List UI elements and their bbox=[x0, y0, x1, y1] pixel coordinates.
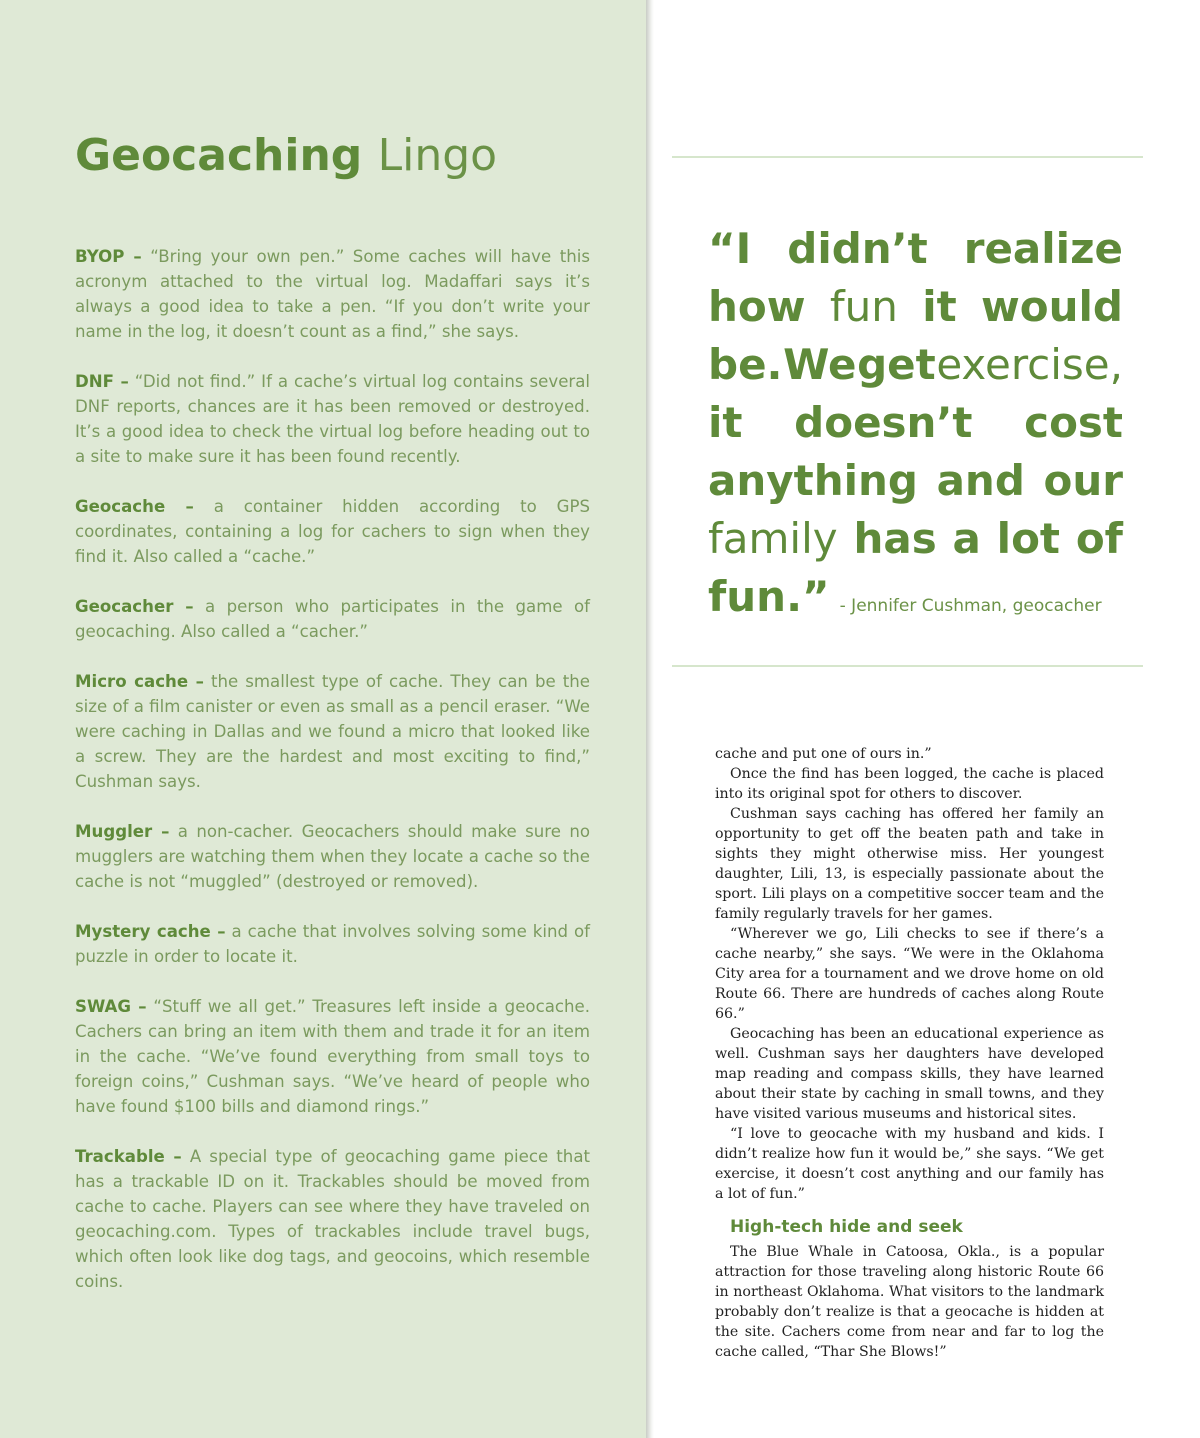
glossary-entry bbox=[75, 819, 590, 894]
quote-line bbox=[708, 452, 1123, 510]
quote-word: a bbox=[952, 514, 981, 563]
title-bold: Geocaching bbox=[75, 130, 363, 181]
glossary-definition: “Did not find.” If a cache’s virtual log contains several DNF reports, chances are it has been removed or destroyed. It’s a good idea to check the virtual log before heading out to a site to make sure it has been found recently. bbox=[75, 372, 590, 466]
quote-word: has bbox=[853, 514, 937, 563]
glossary-entry bbox=[75, 594, 590, 644]
quote-line bbox=[708, 568, 1123, 626]
quote-word: exercise, bbox=[936, 340, 1123, 389]
glossary-definition: “Bring your own pen.” Some caches will have this acronym attached to the virtual log. Madaffari says it’s always a good idea to take a pen. “If you don’t write your name in the log, it doesn’t count as a find,” she says. bbox=[75, 247, 590, 341]
quote-word: We bbox=[783, 340, 857, 389]
quote-word: family bbox=[708, 514, 838, 563]
glossary-entry bbox=[75, 369, 590, 469]
glossary-entry bbox=[75, 1144, 590, 1294]
glossary-term: Geocache – bbox=[75, 497, 194, 516]
glossary-term: Muggler – bbox=[75, 822, 170, 841]
quote-line bbox=[708, 510, 1123, 568]
glossary-list bbox=[75, 244, 590, 1319]
glossary-entry bbox=[75, 919, 590, 969]
quote-word: and bbox=[936, 456, 1025, 505]
quote-word: of bbox=[1075, 514, 1123, 563]
article-paragraph: “I love to geocache with my husband and kids. I didn’t realize how fun it would be,” she says. “We get exercise, it doesn’t cost anything and our family has a lot of fun.” bbox=[715, 1126, 1104, 1202]
quote-word: realize bbox=[963, 224, 1123, 273]
article-body bbox=[715, 744, 1104, 1362]
quote-word: fun bbox=[829, 282, 898, 331]
glossary-definition: a person who participates in the game of geocaching. Also called a “cacher.” bbox=[75, 597, 590, 641]
quote-line bbox=[708, 220, 1123, 278]
glossary-definition: A special type of geocaching game piece that has a trackable ID on it. Trackables should be moved from cache to cache. Players can see where they have traveled on geocaching.com. Types of trackables include travel bugs, which often look like dog tags, and geocoins, which resemble coins. bbox=[75, 1147, 590, 1291]
glossary-entry bbox=[75, 994, 590, 1119]
article-paragraph: Geocaching has been an educational experience as well. Cushman says her daughters have developed map reading and compass skills, they have learned about their state by caching in small towns, and they have visited various museums and historical sites. bbox=[715, 1026, 1104, 1122]
glossary-definition: a cache that involves solving some kind of puzzle in order to locate it. bbox=[75, 922, 590, 966]
quote-word: our bbox=[1043, 456, 1123, 505]
quote-word: lot bbox=[996, 514, 1060, 563]
quote-top-rule bbox=[672, 156, 1143, 158]
quote-word: anything bbox=[708, 456, 918, 505]
quote-word: didn’t bbox=[787, 224, 928, 273]
glossary-term: Mystery cache – bbox=[75, 922, 226, 941]
page-title bbox=[75, 128, 497, 184]
glossary-definition: “Stuff we all get.” Treasures left inside a geocache. Cachers can bring an item with them and trade it for an item in the cache. “We’ve found everything from small toys to foreign coins,” Cushman says. “We’ve heard of people who have found $100 bills and diamond rings.” bbox=[75, 997, 590, 1116]
quote-line bbox=[708, 336, 1123, 394]
glossary-entry bbox=[75, 244, 590, 344]
glossary-term: Trackable – bbox=[75, 1147, 182, 1166]
article-paragraph: The Blue Whale in Catoosa, Okla., is a popular attraction for those traveling along historic Route 66 in northeast Oklahoma. What visitors to the landmark probably don’t realize is that a geocache is hidden at the site. Cachers come from near and far to log the cache called, “Thar She Blows!” bbox=[715, 1244, 1104, 1360]
glossary-definition: a container hidden according to GPS coordinates, containing a log for cachers to sign when they find it. Also called a “cache.” bbox=[75, 497, 590, 566]
article-paragraph: Cushman says caching has offered her family an opportunity to get off the beaten path and take in sights they might otherwise miss. Her youngest daughter, Lili, 13, is especially passionate about the sport. Lili plays on a competitive soccer team and the family regularly travels for her games. bbox=[715, 806, 1104, 922]
glossary-term: Geocacher – bbox=[75, 597, 194, 616]
quote-word: it bbox=[708, 398, 743, 447]
quote-word: “I bbox=[708, 224, 752, 273]
glossary-entry bbox=[75, 669, 590, 794]
quote-line bbox=[708, 278, 1123, 336]
quote-word: doesn’t bbox=[794, 398, 973, 447]
glossary-term: DNF – bbox=[75, 372, 129, 391]
quote-word: fun.” bbox=[708, 572, 830, 621]
quote-word: cost bbox=[1024, 398, 1123, 447]
quote-word: how bbox=[708, 282, 806, 331]
article-paragraph: “Wherever we go, Lili checks to see if there’s a cache nearby,” she says. “We were in the Oklahoma City area for a tournament and we drove home on old Route 66. There are hundreds of caches along Route 66.” bbox=[715, 926, 1104, 1022]
glossary-definition: the smallest type of cache. They can be the size of a film canister or even as small as a pencil eraser. “We were caching in Dallas and we found a micro that looked like a screw. They are the hardest and most exciting to find,” Cushman says. bbox=[75, 672, 590, 791]
quote-word: get bbox=[857, 340, 936, 389]
quote-word: would bbox=[980, 282, 1123, 331]
pull-quote bbox=[708, 220, 1123, 626]
glossary-entry bbox=[75, 494, 590, 569]
quote-line bbox=[708, 394, 1123, 452]
glossary-term: BYOP – bbox=[75, 247, 142, 266]
quote-word: be. bbox=[708, 340, 783, 389]
glossary-definition: a non-cacher. Geocachers should make sure no mugglers are watching them when they locate a cache so the cache is not “muggled” (destroyed or removed). bbox=[75, 822, 590, 891]
article-paragraph: Once the find has been logged, the cache is placed into its original spot for others to discover. bbox=[715, 766, 1104, 802]
quote-bottom-rule bbox=[672, 665, 1143, 667]
article-subheading: High-tech hide and seek bbox=[730, 1217, 963, 1237]
quote-word: it bbox=[922, 282, 957, 331]
quote-attribution: - Jennifer Cushman, geocacher bbox=[839, 596, 1102, 616]
glossary-term: Micro cache – bbox=[75, 672, 204, 691]
article-paragraph: cache and put one of ours in.” bbox=[715, 746, 932, 762]
glossary-term: SWAG – bbox=[75, 997, 147, 1016]
title-light: Lingo bbox=[377, 130, 498, 181]
page-gutter bbox=[646, 0, 654, 1438]
